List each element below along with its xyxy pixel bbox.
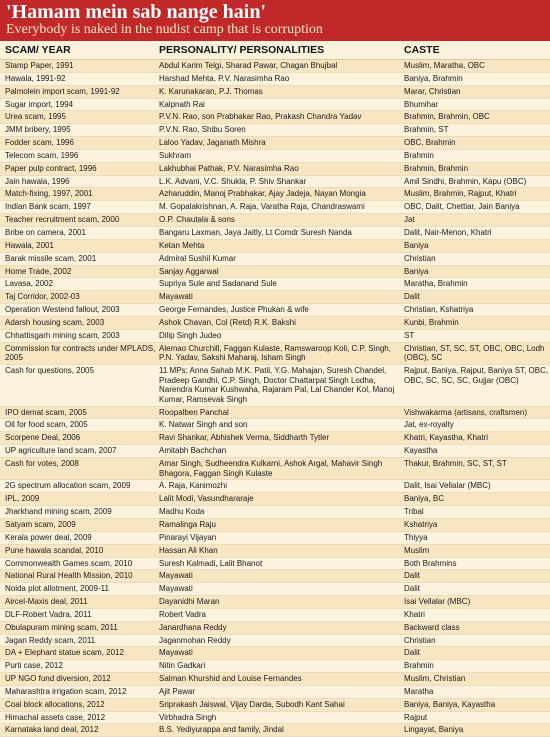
table-row [0,419,550,432]
scam-cell: Jain hawala, 1996 [5,176,70,186]
table-row [0,60,550,73]
table-row [0,176,550,189]
personality-cell: Amar Singh, Sudheendra Kulkarni, Ashok Argal, Mahavir Singh Bhagora, Faggan Singh Kulaste [159,459,383,478]
table-row [0,622,550,635]
table-row [0,343,550,365]
table-row [0,609,550,622]
scam-cell: Home Trade, 2002 [5,266,72,276]
caste-cell: Brahmin [404,661,434,671]
scam-cell: Cash for questions, 2005 [5,366,94,375]
table-row [0,188,550,201]
page-title: 'Hamam mein sab nange hain' [6,1,267,23]
personality-cell: Dayanidhi Maran [159,597,220,607]
table-row [0,304,550,317]
caste-cell: Brahmin, Brahmin, OBC [404,112,490,122]
personality-cell: A. Raja, Kanimozhi [159,481,228,491]
scam-cell: Maharashtra irrigation scam, 2012 [5,686,127,696]
scam-cell: Commission for contracts under MPLADS, 2005 [5,343,156,363]
caste-cell: Jat, ex-royalty [404,420,454,430]
caste-cell: Maratha, Brahmin [404,279,468,289]
caste-cell: Kunbi, Brahmin [404,317,459,327]
scam-cell: Jharkhand mining scam, 2009 [5,507,112,517]
scam-cell: Scorpene Deal, 2006 [5,433,81,443]
personality-cell: Sukhram [159,150,192,160]
caste-cell: Christian, ST, SC, ST, OBC, OBC, Lodh (OBC), SC [404,343,545,363]
table-row [0,163,550,176]
scam-cell: IPO demat scam, 2005 [5,407,87,417]
scam-cell: Lavasa, 2002 [5,279,54,289]
caste-cell: Marar, Christian [404,86,461,96]
table-body [0,60,550,737]
table-row [0,699,550,712]
title-banner [0,0,550,41]
caste-cell: Khatri, Kayastha, Khatri [404,433,489,443]
table-row [0,506,550,519]
caste-cell: Maratha [404,686,434,696]
scam-cell: Obulapuram mining scam, 2011 [5,622,118,632]
table-row [0,266,550,279]
personality-cell: Azharuddin, Manoj Prabhakar, Ajay Jadeja, Nayan Mongia [159,189,366,199]
personality-cell: M. Gopalakrishnan, A. Raja, Varatha Raja, Chandraswami [159,202,365,212]
scam-cell: Taj Corridor, 2002-03 [5,292,80,302]
table-row [0,330,550,343]
table-row [0,432,550,445]
caste-cell: Rajput [404,712,428,722]
scam-cell: IPL, 2009 [5,494,40,504]
table-row [0,480,550,493]
table-row [0,73,550,86]
scam-cell: Kerala power deal, 2009 [5,532,92,542]
scam-cell: UP agriculture land scam, 2007 [5,446,117,456]
personality-cell: Ravi Shankar, Abhishek Verma, Siddharth Tytler [159,433,330,443]
scam-cell: Noida plot allotment, 2009-11 [5,584,109,594]
caste-cell: Amil Sindhi, Brahmin, Kapu (OBC) [404,176,527,186]
scam-cell: Satyam scam, 2009 [5,519,76,529]
table-row [0,445,550,458]
scam-cell: Aircel-Maxis deal, 2011 [5,597,88,607]
scam-cell: Cash for votes, 2008 [5,459,79,469]
header-scam: SCAM/ YEAR [5,44,71,56]
caste-cell: OBC, Brahmin [404,138,456,148]
scam-cell: Match-fixing, 1997, 2001 [5,189,93,199]
scam-cell: Coal block allocations, 2012 [5,699,105,709]
personality-cell: Roopalben Panchal [159,407,229,417]
caste-cell: Kshatriya [404,519,438,529]
caste-cell: Khatri [404,609,425,619]
caste-cell: Christian [404,635,436,645]
personality-cell: Janardhana Reddy [159,622,227,632]
caste-cell: Muslim [404,545,430,555]
caste-cell: Vishwakarma (artisans, craftsmen) [404,407,527,417]
scam-cell: DA + Elephant statue scam, 2012 [5,648,124,658]
scam-cell: Hawala, 2001 [5,240,54,250]
table-row [0,240,550,253]
table-row [0,724,550,737]
caste-cell: Dalit, Nair-Menon, Khatri [404,227,492,237]
personality-cell: Pinarayi Vijayan [159,532,217,542]
personality-cell: Ramalinga Raju [159,519,216,529]
personality-cell: Virbhadra Singh [159,712,217,722]
table-row [0,201,550,214]
personality-cell: Sriprakash Jaiswal, Vijay Darda, Subodh Kant Sahai [159,699,345,709]
table-row [0,214,550,227]
caste-cell: Muslim, Maratha, OBC [404,61,485,70]
caste-cell: Bhumihar [404,99,439,109]
caste-cell: Kayastha [404,446,438,456]
personality-cell: Nitin Gadkari [159,661,206,671]
table-header [0,41,550,60]
personality-cell: Ashok Chavan, Col (Retd) R.K. Bakshi [159,317,296,327]
caste-cell: Baniya [404,266,429,276]
caste-cell: Dalit [404,648,421,658]
caste-cell: ST [404,330,415,340]
personality-cell: Mayawati [159,584,193,594]
personality-cell: Ketan Mehta [159,240,205,250]
scam-cell: Paper pulp contract, 1996 [5,163,97,173]
scam-cell: Urea scam, 1995 [5,112,66,122]
caste-cell: Rajput, Baniya, Rajput, Baniya ST, OBC, OBC, SC, SC, SC, Gujjar (OBC) [404,366,549,385]
table-row [0,137,550,150]
personality-cell: B.S. Yediyurappa and family, Jindal [159,725,284,735]
table-row [0,253,550,266]
personality-cell: Laloo Yadav, Jaganath Mishra [159,138,266,148]
scam-cell: Jagan Reddy scam, 2011 [5,635,96,645]
scam-cell: National Rural Health Mission, 2010 [5,571,133,581]
personality-cell: Harshad Mehta, P.V. Narasimha Rao [159,73,290,83]
table-row [0,407,550,420]
personality-cell: Kalpnath Rai [159,99,205,109]
table-row [0,317,550,330]
caste-cell: Christian, Kshatriya [404,305,474,315]
scam-cell: Oil for food scam, 2005 [5,420,88,430]
scam-cell: UP NGO fund diversion, 2012 [5,674,111,684]
table-row [0,86,550,99]
personality-cell: Ajit Pawar [159,686,196,696]
personality-cell: Lakhubhai Pathak, P.V. Narasimha Rao [159,163,299,173]
table-row [0,493,550,506]
personality-cell: Bangaru Laxman, Jaya Jaitly, Lt Comdr Suresh Nanda [159,227,352,237]
scam-cell: Hawala, 1991-92 [5,73,66,83]
caste-cell: OBC, Dalit, Chettiar, Jain Baniya [404,202,520,212]
caste-cell: Dalit [404,584,421,594]
scam-cell: Telecom scam, 1996 [5,150,79,160]
page-subtitle: Everybody is naked in the nudist camp that is corruption [6,22,323,37]
table-row [0,458,550,480]
caste-cell: Dalit [404,292,421,302]
personality-cell: Admiral Sushil Kumar [159,253,236,263]
personality-cell: George Fernandes, Justice Phukan & wife [159,305,309,315]
caste-cell: Baniya, BC [404,494,445,504]
scam-cell: DLF-Robert Vadra, 2011 [5,609,92,619]
caste-cell: Backward class [404,622,460,632]
table-row [0,365,550,407]
personality-cell: 11 MPs: Anna Sahab M.K. Patil, Y.G. Mahajan, Suresh Chandel, Pradeep Gandhi, C.P. Singh, Doctor Chattarpal Singh Lodha, Narendra Kumar Kushwaha, Rajaram Pal, Lal Chander Kol, Manoj Kumar, Ramsevak Singh [159,366,395,404]
personality-cell: Suresh Kalmadi, Lalit Bhanot [159,558,263,568]
header-caste: CASTE [404,44,440,56]
table-row [0,635,550,648]
personality-cell: K. Natwar Singh and son [159,420,248,430]
caste-cell: Jat [404,215,415,225]
table-row [0,278,550,291]
scam-cell: Palmolein import scam, 1991-92 [5,86,120,96]
table-row [0,583,550,596]
scam-cell: Himachal assets case, 2012 [5,712,106,722]
scam-cell: JMM bribery, 1995 [5,125,71,135]
scam-cell: Commonwealth Games scam, 2010 [5,558,133,568]
caste-cell: Christian [404,253,436,263]
scam-cell: Teacher recruitment scam, 2000 [5,215,120,225]
scam-cell: Chhattisgarh mining scam, 2003 [5,330,120,340]
personality-cell: L.K. Advani, V.C. Shukla, P. Shiv Shankar [159,176,307,186]
table-row [0,291,550,304]
table-row [0,673,550,686]
caste-cell: Baniya [404,240,429,250]
table-row [0,111,550,124]
table-row [0,686,550,699]
scam-cell: Barak missile scam, 2001 [5,253,97,263]
table-row [0,124,550,137]
personality-cell: Lalit Modi, Vasundhararaje [159,494,254,504]
scam-cell: Bribe on camera, 2001 [5,227,86,237]
scam-cell: Adarsh housing scam, 2003 [5,317,105,327]
table-row [0,712,550,725]
table-row [0,570,550,583]
caste-cell: Thakur, Brahmin, SC, ST, ST [404,459,507,469]
personality-cell: K. Karunakaran, P.J. Thomas [159,86,263,96]
scam-cell: Indian Bank scam, 1997 [5,202,91,212]
caste-cell: Muslim, Christian [404,674,466,684]
personality-cell: O.P. Chautala & sons [159,215,235,225]
caste-cell: Both Brahmins [404,558,457,568]
table-row [0,596,550,609]
personality-cell: Jaganmohan Reddy [159,635,231,645]
caste-cell: Thiyya [404,532,428,542]
scam-cell: Fodder scam, 1996 [5,138,74,148]
caste-cell: Brahmin, ST [404,125,449,135]
caste-cell: Brahmin, Brahmin [404,163,469,173]
scam-cell: Pune hawala scandal, 2010 [5,545,104,555]
scam-cell: 2G spectrum allocation scam, 2009 [5,481,131,491]
personality-cell: Salman Khurshid and Louise Fernandes [159,674,302,684]
caste-cell: Baniya, Baniya, Kayastha [404,699,496,709]
table-row [0,558,550,571]
table-row [0,532,550,545]
personality-cell: Dilip Singh Judeo [159,330,222,340]
personality-cell: Supriya Sule and Sadanand Sule [159,279,277,289]
table-row [0,545,550,558]
caste-cell: Lingayat, Baniya [404,725,464,735]
personality-cell: Madhu Koda [159,507,205,517]
personality-cell: Mayawati [159,571,193,581]
caste-cell: Isai Vellalar (MBC) [404,597,471,607]
personality-cell: Alemao Churchill, Faggan Kulaste, Ramswaroop Koli, C.P. Singh, P.N. Yadav, Sakshi Maharaj, Isham Singh [159,343,391,363]
caste-cell: Brahmin [404,150,434,160]
table-row [0,227,550,240]
caste-cell: Baniya, Brahmin [404,73,463,83]
scam-cell: Stamp Paper, 1991 [5,61,74,70]
personality-cell: Mayawati [159,648,193,658]
scam-cell: Operation Westend fallout, 2003 [5,305,120,315]
caste-cell: Muslim, Brahmin, Rajput, Khatri [404,189,517,199]
table-row [0,660,550,673]
personality-cell: Robert Vadra [159,609,206,619]
personality-cell: P.V.N. Rao, son Prabhakar Rao, Prakash Chandra Yadav [159,112,362,122]
caste-cell: Tribal [404,507,424,517]
personality-cell: Mayawati [159,292,193,302]
personality-cell: P.V.N. Rao, Shibu Soren [159,125,246,135]
personality-cell: Hassan Ali Khan [159,545,218,555]
scam-cell: Sugar import, 1994 [5,99,74,109]
table-row [0,99,550,112]
scam-cell: Karnataka land deal, 2012 [5,725,99,735]
caste-cell: Dalit [404,571,421,581]
table-row [0,150,550,163]
header-personality: PERSONALITY/ PERSONALITIES [159,44,325,56]
personality-cell: Sanjay Aggarwal [159,266,219,276]
caste-cell: Dalit, Isai Vellalar (MBC) [404,481,491,491]
scam-cell: Purti case, 2012 [5,661,63,671]
table-row [0,519,550,532]
personality-cell: Amitabh Bachchan [159,446,227,456]
personality-cell: Abdul Karim Telgi, Sharad Pawar, Chagan Bhujbal [159,61,338,70]
table-row [0,647,550,660]
